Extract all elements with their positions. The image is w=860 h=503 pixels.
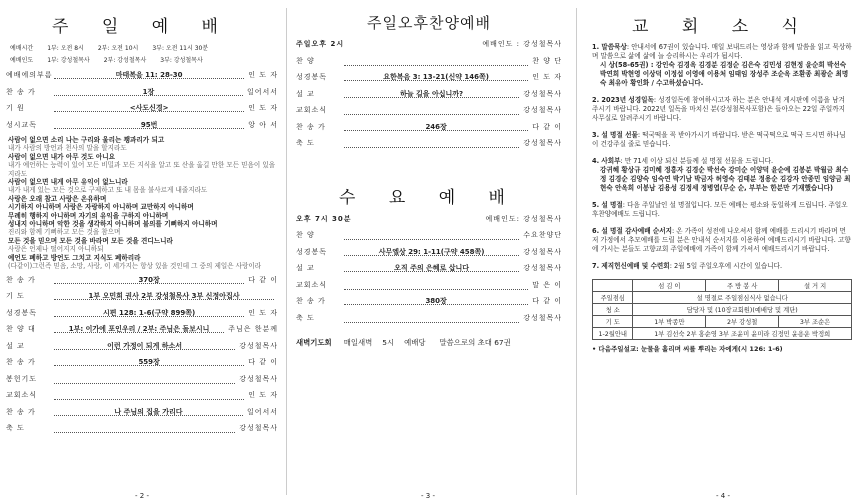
order-item: 찬 양 대 1부: 이가에 포인우리 / 2부: 주님은 돌보시니 주님은 한분께 <box>6 325 278 333</box>
verse-pair: 사람이 없으면 소리 나는 구리와 울리는 꽹과리가 되고 내가 사람의 방언과 천사의 말을 할지라도 <box>8 136 165 153</box>
verse-pair: 무례히 행하지 아니하며 자기의 유익을 구하지 아니하며 <box>8 211 169 220</box>
page-4-column <box>586 0 860 503</box>
news-list <box>592 43 852 271</box>
afternoon-header: 주일오후 2시 예배인도 : 강성철목사 <box>296 40 562 48</box>
page-number: - 3 - <box>421 492 435 500</box>
news-item: 2. 2023년 성경일독: 성경일독에 참여하시고자 하는 분은 안내석 게시판에 이름을 남겨 주시기 바랍니다. 2022년 일독을 마치신 분(강성철목사포함)은 들아오는 22일 주일까지 사무실로 알려주시기 바랍니다. <box>592 96 846 122</box>
verse-pair: 사랑은 오래 참고 사랑은 온유하며 <box>8 194 107 203</box>
news-item: 3. 설 명절 선물: 떡국떡을 꼭 받아가시기 바랍니다. 받은 떡국떡으로 떡국 드시면 하나님이 건강주실 줄로 믿습니다. <box>592 131 846 148</box>
order-item: 예배에의부름 마태복음 11: 28-30 인 도 자 <box>6 71 278 79</box>
page-3-column <box>288 0 568 503</box>
order-item: 찬 송 가 370장 다 같 이 <box>6 275 278 284</box>
order-item: 설 교 이런 가정이 되게 하소서 강성철목사 <box>6 341 278 350</box>
next-sermon: • 다음주일설교: 눈물을 흘리며 씨를 뿌리는 자에게(시 126: 1-6) <box>592 345 783 353</box>
table-row: 기 도 1부 박종만 2부 강성철 3부 조순은 <box>593 316 852 328</box>
time-row: 예배시간 1부: 오전 8시 2부: 오전 10시 3부: 오전 11시 30분 <box>10 45 209 52</box>
responsive-reading <box>6 136 278 271</box>
verse-pair: 성내지 아니하며 악한 것을 생각하지 아니하며 불의를 기뻐하지 아니하며 진리와 함께 기뻐하고 모든 것을 참으며 <box>8 220 218 237</box>
order-item: 교회소식 인 도 자 <box>6 391 278 399</box>
table-row: 1-2월안내 1부 김선숙 2부 홍순영 3부 조윤미 윤미라 김정민 윤용운 박정희 <box>593 328 852 340</box>
page-number: - 4 - <box>716 492 730 500</box>
news-item: 4. 사회부: 만 71세 이상 되신 분들께 설 명절 선물을 드립니다. 강귀혜 황상규 김미혜 정흥자 김경순 박선숙 강미순 이양덕 윤순예 김봉분 박월금 최수정 김경순 김양숙 임숙연 박기남 박금자 허영숙 김태분 정용순 김강자 안종민 임양금 최현숙 안옥희 이봉남 김용성 김정세 정병엽(무순 순, 부부는 한분만 기재했습니다) <box>592 157 851 192</box>
verse-pair: 예언도 폐하고 방언도 그치고 지식도 폐하리라 (다같이)그런즉 믿음, 소망, 사랑, 이 세가지는 항상 있을 것인데 그 중의 제일은 사랑이라 <box>8 253 262 271</box>
page-number: - 2 - <box>135 492 149 500</box>
afternoon-worship-title: 주일오후찬양예배 <box>367 14 491 32</box>
news-item: 6. 설 명절 감사예배 순서지: 온 가족이 성전에 나오셔서 함께 예배를 드리시기 바라며 먼저 가정에서 추모예배를 드릴 분은 안내석 순서지를 이용하여 예배드리시기 바랍니다. 고향에 가시는 분들도 고향교회 주일예배에 가족이 함께 가셔서 예배드리시기 바랍니다. <box>592 227 851 253</box>
news-item: 1. 말씀묵상: 안내서에 67권이 있습니다. 매일 보내드리는 영상과 함께 말씀을 읽고 묵상하며 말씀으로 삶에 삶에 늘 승리하시는 우리가 됩시다. 시 상(58-65권) : 강인숙 김경옥 김경분 김정순 김은숙 김민성 김현정 윤순희 박선숙 박연희 박현영 이상덕 이정섭 이영애 이용처 임태임 장성주 조순옥 조환종 최광순 최명숙 최유아 황인화 / 수고하셨습니다. <box>592 43 852 87</box>
table-header-row: 섬 김 이 주 방 봉 사 설 거 지 <box>593 280 852 292</box>
leader-row: 예배인도 1부: 강성철목사 2부: 강성철목사 3부: 강성철목사 <box>10 57 203 64</box>
service-schedule-table <box>592 279 852 340</box>
order-item: 축 도 강성철목사 <box>296 139 562 147</box>
order-item: 찬 송 가 246장 다 같 이 <box>296 122 562 131</box>
order-item: 성시교독 95번 앙 아 서 <box>6 120 278 129</box>
order-item: 성경봉독 사무엘상 29: 1-11(구약 458쪽) 강성철목사 <box>296 247 562 256</box>
verse-pair: 시기하지 아니하며 사랑은 자랑하지 아니하며 교만하지 아니하며 <box>8 203 194 212</box>
news-item: 7. 제직헌신예배 및 수련회: 2월 5일 주일오후에 시간이 있습니다. <box>592 262 783 270</box>
order-item: 축 도 강성철목사 <box>6 424 278 432</box>
order-item: 찬 송 가 나 주님의 집을 가리다 일어서서 <box>6 407 278 416</box>
table-row: 청 소 담당자 및 (10장교회원)(예배당 및 계단) <box>593 304 852 316</box>
table-row: 주일점심 설 명절로 주일점심식사 없습니다 <box>593 292 852 304</box>
order-item: 설 교 오직 주의 은혜로 삽니다 강성철목사 <box>296 264 562 272</box>
wednesday-header: 오후 7시 30분 예배인도: 강성철목사 <box>296 214 562 223</box>
divider <box>286 8 287 495</box>
verse-pair: 사람이 없으면 내게 아무 유익이 없느니라 내가 내게 있는 모든 것으로 구제하고 또 내 몸을 불사르게 내줄지라도 <box>8 178 208 195</box>
order-item: 성경봉독 시편 128: 1-6(구약 899쪽) 인 도 자 <box>6 308 278 317</box>
order-item: 찬 양 찬 양 단 <box>296 56 562 65</box>
order-item: 찬 송 가 380장 다 같 이 <box>296 297 562 305</box>
order-item: 찬 송 가 559장 다 같 이 <box>6 358 278 366</box>
order-item: 봉헌기도 강성철목사 <box>6 374 278 383</box>
order-item: 교회소식 말 은 이 <box>296 280 562 289</box>
order-item: 기 도 1부 오민희 권사 2부 강성철목사 3부 신정아집사 <box>6 291 278 308</box>
order-item: 성경봉독 요한복음 3: 13-21(신약 146쪽) 인 도 자 <box>296 73 562 81</box>
verse-pair: 사람이 없으면 내가 아무 것도 아니요 내가 예언하는 능력이 있어 모든 비밀과 모든 지식을 알고 또 산을 옮길 만한 모든 믿음이 있을지라도 <box>8 152 276 178</box>
order-item: 설 교 하늘 길을 아십니까? 강성철목사 <box>296 89 562 98</box>
order-item: 찬 양 수요찬양단 <box>296 231 562 239</box>
page-2-column <box>0 0 284 503</box>
divider <box>576 8 577 495</box>
order-item: 교회소식 강성철목사 <box>296 106 562 114</box>
order-item: 축 도 강성철목사 <box>296 313 562 322</box>
wednesday-worship-title: 수 요 예 배 <box>339 187 519 208</box>
order-item: 찬 송 가 1장 일어서서 <box>6 87 278 96</box>
news-item: 5. 설 명절: 다음 주일날인 설 명절입니다. 모든 예배는 평소와 동일하게 드립니다. 주일오후찬양예배도 드립니다. <box>592 201 848 218</box>
church-news-title: 교 회 소 식 <box>632 17 812 37</box>
dawn-prayer-row: 새벽기도회 매일새벽 5시 예배당 말씀으로의 초대 67권 <box>296 338 511 347</box>
order-item: 기 원 <사도신경> 인 도 자 <box>6 104 278 112</box>
verse-pair: 모든 것을 믿으며 모든 것을 바라며 모든 것을 견디느니라 사랑은 언제나 떨어지지 아니하되 <box>8 236 173 254</box>
sunday-worship-title: 주 일 예 배 <box>52 17 232 37</box>
